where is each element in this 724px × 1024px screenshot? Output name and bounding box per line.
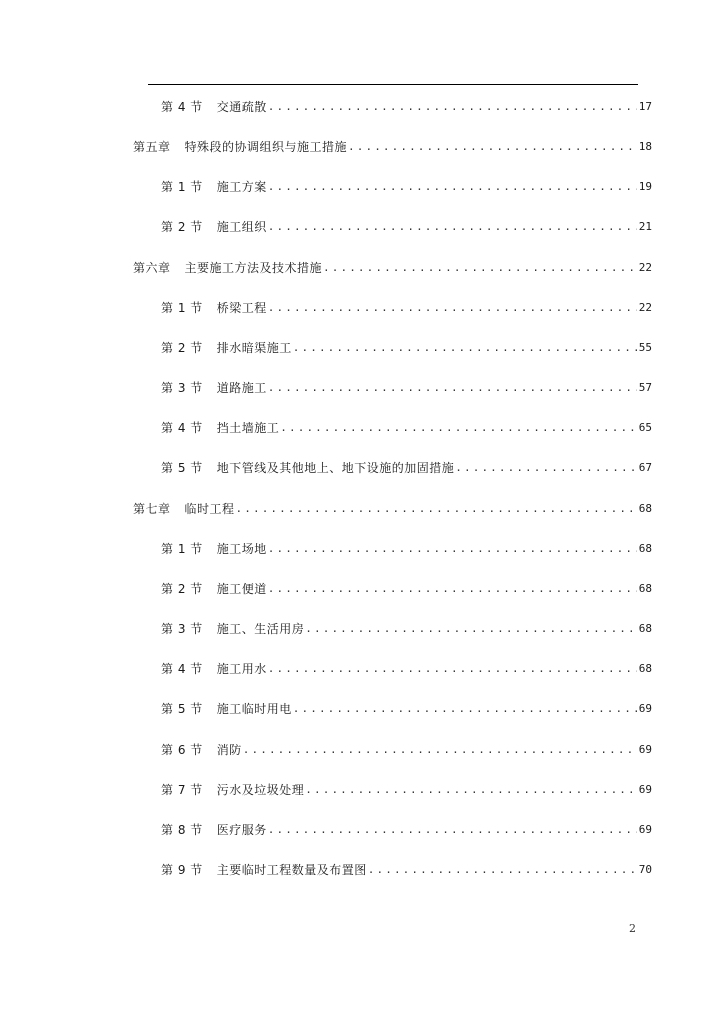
toc-entry[interactable] [161, 577, 652, 597]
toc-entry-page: 17 [638, 100, 652, 113]
toc-entry-page: 69 [638, 783, 652, 796]
toc-entry[interactable] [161, 537, 652, 557]
toc-entry-title: 道路施工 [216, 381, 267, 395]
toc-entry-label: 第六章 [133, 261, 171, 275]
toc-dot-leader [268, 219, 637, 235]
toc-entry-label: 第 1 节 [161, 301, 203, 315]
toc-dot-leader [455, 460, 636, 476]
toc-entry-page: 65 [638, 421, 652, 434]
toc-entry-page: 67 [638, 461, 652, 474]
toc-entry-label: 第 2 节 [161, 341, 203, 355]
toc-entry-label: 第 4 节 [161, 421, 203, 435]
toc-dot-leader [268, 99, 637, 115]
toc-entry-page: 68 [638, 502, 652, 515]
toc-entry-title: 特殊段的协调组织与施工措施 [184, 140, 348, 154]
toc-entry[interactable] [161, 697, 652, 717]
toc-entry-title: 医疗服务 [216, 823, 267, 837]
toc-dot-leader [348, 139, 637, 155]
toc-dot-leader [368, 862, 637, 878]
toc-entry-label: 第 5 节 [161, 702, 203, 716]
toc-dot-leader [305, 621, 636, 637]
toc-entry-title: 施工组织 [216, 220, 267, 234]
toc-entry-label: 第 4 节 [161, 100, 203, 114]
toc-dot-leader [236, 501, 637, 517]
toc-dot-leader [268, 300, 637, 316]
toc-entry[interactable] [133, 256, 652, 276]
toc-entry-title: 消防 [216, 743, 242, 757]
toc-entry-title: 施工、生活用房 [216, 622, 305, 636]
toc-entry-page: 69 [638, 743, 652, 756]
toc-entry-page: 69 [638, 702, 652, 715]
toc-entry-title: 交通疏散 [216, 100, 267, 114]
toc-entry-title: 主要施工方法及技术措施 [184, 261, 323, 275]
toc-entry[interactable] [161, 175, 652, 195]
toc-entry-title: 排水暗渠施工 [216, 341, 292, 355]
toc-entry-title: 主要临时工程数量及布置图 [216, 863, 367, 877]
toc-entry-label: 第 7 节 [161, 783, 203, 797]
toc-entry-title: 临时工程 [184, 502, 235, 516]
toc-entry[interactable] [161, 215, 652, 235]
toc-entry-title: 施工便道 [216, 582, 267, 596]
toc-entry[interactable] [161, 95, 652, 115]
toc-dot-leader [305, 782, 636, 798]
toc-dot-leader [268, 581, 637, 597]
toc-entry-label: 第 6 节 [161, 743, 203, 757]
toc-entry-label: 第 4 节 [161, 662, 203, 676]
toc-entry-label: 第 5 节 [161, 461, 203, 475]
toc-entry[interactable] [161, 456, 652, 476]
toc-dot-leader [268, 380, 637, 396]
toc-entry-label: 第 1 节 [161, 542, 203, 556]
toc-entry-label: 第 9 节 [161, 863, 203, 877]
toc-entry-label: 第五章 [133, 140, 171, 154]
toc-entry-page: 55 [638, 341, 652, 354]
toc-entry-label: 第 1 节 [161, 180, 203, 194]
toc-entry-page: 18 [638, 140, 652, 153]
toc-entry-page: 68 [638, 542, 652, 555]
toc-entry[interactable] [133, 497, 652, 517]
toc-entry-title: 施工用水 [216, 662, 267, 676]
toc-dot-leader [293, 701, 637, 717]
toc-entry[interactable] [133, 135, 652, 155]
toc-dot-leader [323, 260, 637, 276]
toc-entry-page: 22 [638, 301, 652, 314]
toc-entry[interactable] [161, 738, 652, 758]
toc-entry-page: 69 [638, 823, 652, 836]
toc-entry-title: 施工方案 [216, 180, 267, 194]
toc-entry-label: 第 2 节 [161, 582, 203, 596]
toc-dot-leader [268, 541, 637, 557]
toc-dot-leader [268, 661, 637, 677]
toc-entry[interactable] [161, 858, 652, 878]
toc-entry-page: 68 [638, 622, 652, 635]
toc-entry-page: 68 [638, 662, 652, 675]
toc-dot-leader [268, 179, 637, 195]
toc-entry-title: 桥梁工程 [216, 301, 267, 315]
toc-entry[interactable] [161, 657, 652, 677]
toc-dot-leader [280, 420, 636, 436]
toc-dot-leader [268, 822, 637, 838]
toc-entry-label: 第 8 节 [161, 823, 203, 837]
toc-entry-page: 70 [638, 863, 652, 876]
toc-dot-leader [293, 340, 637, 356]
toc-entry-title: 施工临时用电 [216, 702, 292, 716]
toc-entry-title: 施工场地 [216, 542, 267, 556]
toc-entry-page: 57 [638, 381, 652, 394]
toc-entry-title: 挡土墙施工 [216, 421, 280, 435]
toc-entry[interactable] [161, 416, 652, 436]
toc-entry-page: 68 [638, 582, 652, 595]
toc-entry[interactable] [161, 336, 652, 356]
toc-entry-label: 第 3 节 [161, 381, 203, 395]
toc-entry[interactable] [161, 818, 652, 838]
page-number: 2 [629, 922, 636, 935]
toc-entry-page: 22 [638, 261, 652, 274]
toc-entry[interactable] [161, 376, 652, 396]
toc-entry-label: 第 3 节 [161, 622, 203, 636]
toc-entry[interactable] [161, 778, 652, 798]
toc-entry[interactable] [161, 617, 652, 637]
toc-entry-label: 第 2 节 [161, 220, 203, 234]
toc-entry-page: 19 [638, 180, 652, 193]
toc-entry-title: 污水及垃圾处理 [216, 783, 305, 797]
toc-entry-title: 地下管线及其他地上、地下设施的加固措施 [216, 461, 455, 475]
toc-entry[interactable] [161, 296, 652, 316]
toc-dot-leader [243, 742, 637, 758]
toc-entry-label: 第七章 [133, 502, 171, 516]
toc-entry-page: 21 [638, 220, 652, 233]
